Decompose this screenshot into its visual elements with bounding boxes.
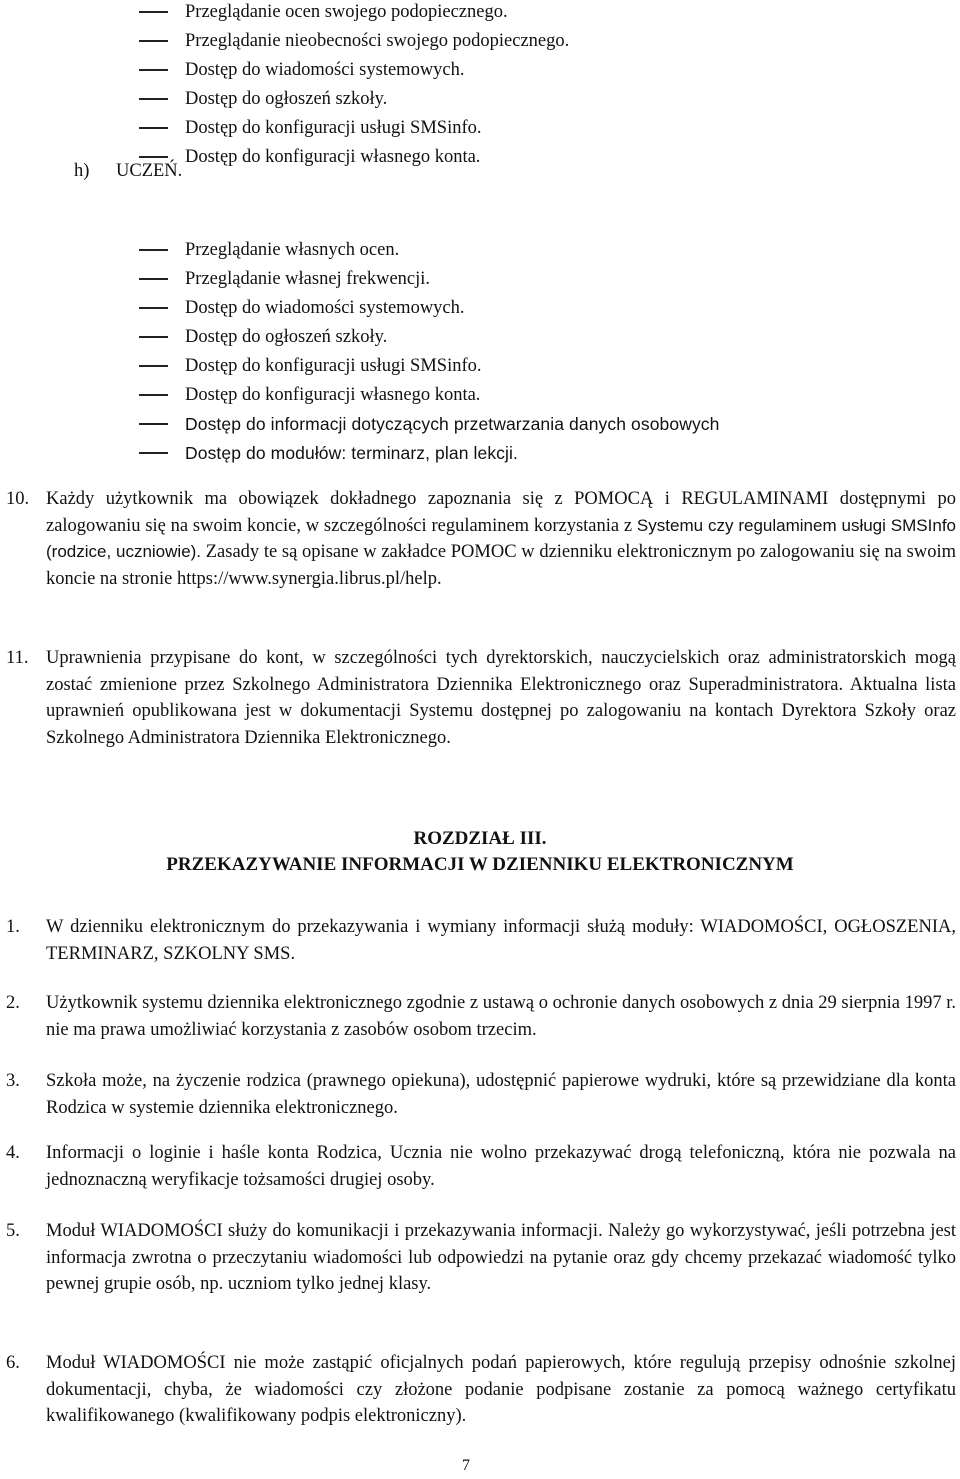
dash-bullet [139, 249, 168, 251]
paragraph-number: 10. [6, 489, 30, 509]
paragraph-number: 6. [6, 1353, 20, 1373]
paragraph-number: 4. [6, 1143, 20, 1163]
chapter-title: PRZEKAZYWANIE INFORMACJI W DZIENNIKU ELEKTRONICZNYM [166, 854, 794, 875]
list-item: Dostęp do konfiguracji usługi SMSinfo. [0, 355, 960, 384]
list-item: Dostęp do ogłoszeń szkoły. [0, 326, 960, 355]
list-item: Przeglądanie nieobecności swojego podopiecznego. [0, 30, 960, 59]
list-item: Przeglądanie własnych ocen. [0, 239, 960, 268]
chapter-number: ROZDZIAŁ III. [413, 828, 547, 849]
dash-bullet [139, 98, 168, 100]
paragraph-text: Moduł WIADOMOŚCI nie może zastąpić oficjalnych podań papierowych, które regulują przepisy odnośnie szkolnej dokumentacji, chyba, że wiadomości czy złożone podanie podpisane zostanie za pomocą ważnego certyfikatu kwalifikowanego (kwalifikowany podpis elektroniczny). [46, 1353, 956, 1426]
list-item: Dostęp do wiadomości systemowych. [0, 297, 960, 326]
dash-bullet [139, 156, 168, 158]
paragraph-text: Użytkownik systemu dziennika elektronicznego zgodnie z ustawą o ochronie danych osobowych z dnia 29 sierpnia 1997 r. nie ma prawa umożliwiać korzystania z zasobów osobom trzecim. [46, 993, 956, 1040]
dash-bullet [139, 278, 168, 280]
list-item: Dostęp do konfiguracji usługi SMSinfo. [0, 117, 960, 146]
dash-bullet [139, 307, 168, 309]
section-heading-student [74, 160, 182, 182]
section-title: UCZEŃ. [116, 161, 183, 181]
dash-bullet [139, 40, 168, 42]
dash-bullet [139, 127, 168, 129]
page-number: 7 [462, 1457, 470, 1474]
paragraph-text: Każdy użytkownik ma obowiązek dokładnego zapoznania się z POMOCĄ i REGULAMINAMI dostępnymi po zalogowaniu się na swoim koncie, w szczególności regulaminem korzystania z Systemu czy regulaminem usługi SMSInfo (rodzice, uczniowie). Zasady te są opisane w zakładce POMOC w dzienniku elektronicznym po zalogowaniu się na swoim koncie na stronie https://www.synergia.librus.pl/help. [46, 489, 956, 589]
paragraph-text: Informacji o loginie i haśle konta Rodzica, Ucznia nie wolno przekazywać drogą telefoniczną, która nie pozwala na jednoznaczną weryfikacje tożsamości drugiej osoby. [46, 1143, 956, 1190]
section-letter: h) [74, 161, 90, 181]
dash-bullet [139, 452, 168, 454]
paragraph-number: 2. [6, 993, 20, 1013]
paragraph-text: W dzienniku elektronicznym do przekazywania i wymiany informacji służą moduły: WIADOMOŚCI, OGŁOSZENIA, TERMINARZ, SZKOLNY SMS. [46, 917, 956, 964]
paragraph-number: 3. [6, 1071, 20, 1091]
parent-permissions-list [0, 1, 960, 175]
dash-bullet [139, 336, 168, 338]
student-permissions-list [0, 239, 960, 471]
paragraph-text: Uprawnienia przypisane do kont, w szczególności tych dyrektorskich, nauczycielskich oraz administratorskich mogą zostać zmienione przez Szkolnego Administratora Dziennika Elektronicznego oraz Superadministratora. Aktualna lista uprawnień opublikowana jest w dokumentacji Systemu dostępnej po zalogowaniu na kontach Dyrektora Szkoły oraz Szkolnego Administratora Dziennika Elektronicznego. [46, 648, 956, 748]
list-item: Dostęp do konfiguracji własnego konta. [0, 384, 960, 413]
paragraph-text: Szkoła może, na życzenie rodzica (prawnego opiekuna), udostępnić papierowe wydruki, które są przewidziane dla konta Rodzica w systemie dziennika elektronicznego. [46, 1071, 956, 1118]
dash-bullet [139, 11, 168, 13]
paragraph-number: 5. [6, 1221, 20, 1241]
list-item: Dostęp do modułów: terminarz, plan lekcji. [0, 442, 960, 471]
paragraph-number: 1. [6, 917, 20, 937]
dash-bullet [139, 423, 168, 425]
dash-bullet [139, 365, 168, 367]
dash-bullet [139, 394, 168, 396]
list-item: Przeglądanie własnej frekwencji. [0, 268, 960, 297]
dash-bullet [139, 69, 168, 71]
list-item: Dostęp do ogłoszeń szkoły. [0, 88, 960, 117]
list-item: Dostęp do informacji dotyczących przetwarzania danych osobowych [0, 413, 960, 442]
list-item: Dostęp do wiadomości systemowych. [0, 59, 960, 88]
paragraph-text: Moduł WIADOMOŚCI służy do komunikacji i przekazywania informacji. Należy go wykorzystywać, jeśli potrzebna jest informacja zwrotna o przeczytaniu wiadomości lub odpowiedzi na pytanie oraz gdy chcemy przekazać wiadomość tylko pewnej grupie osób, np. uczniom tylko jednej klasy. [46, 1221, 956, 1294]
list-item: Przeglądanie ocen swojego podopiecznego. [0, 1, 960, 30]
paragraph-number: 11. [6, 648, 29, 668]
list-item: Dostęp do konfiguracji własnego konta. [0, 146, 960, 175]
